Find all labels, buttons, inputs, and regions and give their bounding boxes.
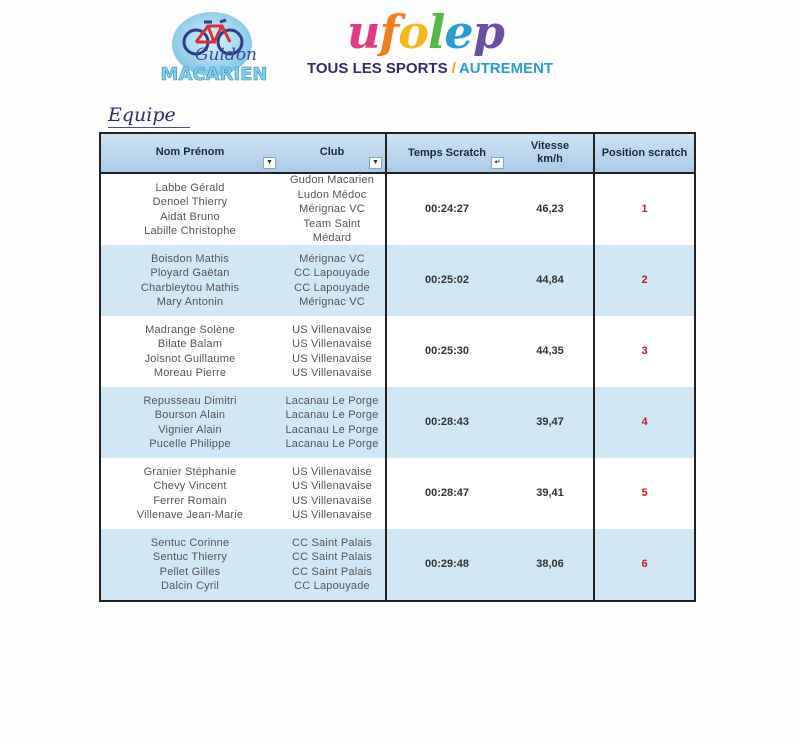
team-members: [101, 316, 279, 387]
tagline-slash-icon: /: [447, 60, 456, 77]
filter-dropdown-icon[interactable]: ▼: [369, 157, 382, 169]
ufolep-tagline: [307, 60, 553, 77]
member-name: Labbe Gérald: [155, 181, 225, 194]
club-name: CC Lapouyade: [294, 580, 370, 592]
club-name: CC Lapouyade: [294, 281, 370, 294]
table-body: [101, 174, 694, 600]
vitesse: 44,84: [536, 274, 564, 287]
team-members: [101, 529, 279, 600]
team-members: [101, 387, 279, 458]
table-row: [101, 174, 694, 245]
position-scratch: 5: [593, 458, 694, 529]
club-name: US Villenavaise: [292, 509, 372, 521]
club-name: CC Saint Palais: [291, 565, 373, 578]
club-name: US Villenavaise: [292, 367, 372, 379]
club-name: Lacanau Le Porge: [285, 394, 379, 407]
vitesse: 39,47: [536, 416, 564, 429]
vitesse: 39,41: [536, 487, 564, 500]
filter-sort-icon[interactable]: ↵: [491, 157, 504, 169]
table-row: [101, 245, 694, 316]
svg-text:MACARIEN: MACARIEN: [160, 64, 268, 85]
member-clubs: [279, 316, 385, 387]
temps-scratch: 00:25:02: [385, 245, 507, 316]
temps-scratch: 00:24:27: [385, 174, 507, 245]
member-name: Labille Christophe: [144, 225, 236, 237]
table-header: [101, 134, 694, 174]
member-name: Denoel Thierry: [152, 196, 228, 208]
member-name: Vignier Alain: [158, 423, 222, 436]
member-name: Joisnot Guillaume: [144, 352, 236, 365]
club-name: Lacanau Le Porge: [285, 438, 379, 450]
club-name: US Villenavaise: [292, 465, 372, 478]
club-name: Gudon Macarien: [289, 174, 375, 187]
club-name: Lacanau Le Porge: [285, 409, 379, 421]
position-scratch: 6: [593, 529, 694, 600]
vitesse: 44,35: [536, 345, 564, 358]
temps-scratch: 00:25:30: [385, 316, 507, 387]
position-scratch: 4: [593, 387, 694, 458]
club-name: Lacanau Le Porge: [285, 423, 379, 436]
table-row: [101, 529, 694, 600]
member-name: Dalcin Cyril: [160, 580, 220, 592]
club-name: CC Lapouyade: [294, 267, 370, 279]
header-club[interactable]: Club ▼: [279, 134, 385, 172]
member-name: Ployard Gaëtan: [150, 267, 230, 279]
member-name: Pellet Gilles: [159, 565, 221, 578]
member-clubs: [279, 387, 385, 458]
member-name: Repusseau Dimitri: [143, 394, 237, 407]
member-name: Pucelle Philippe: [149, 438, 231, 450]
header-position-scratch[interactable]: Position scratch: [593, 134, 694, 172]
club-name: US Villenavaise: [292, 352, 372, 365]
table-row: [101, 316, 694, 387]
club-name: Mérignac VC: [299, 296, 365, 308]
club-name: Médard: [312, 232, 352, 245]
member-name: Ferrer Romain: [153, 494, 227, 507]
club-name: US Villenavaise: [292, 494, 372, 507]
member-clubs: [279, 458, 385, 529]
member-name: Aidat Bruno: [160, 210, 220, 223]
member-name: Mary Antonin: [156, 296, 224, 308]
member-name: Chevy Vincent: [153, 480, 227, 492]
member-clubs: [279, 529, 385, 600]
position-scratch: 2: [593, 245, 694, 316]
ufolep-logo: [345, 4, 545, 56]
club-name: CC Saint Palais: [291, 536, 373, 549]
temps-scratch: 00:29:48: [385, 529, 507, 600]
member-clubs: [279, 245, 385, 316]
vitesse: 38,06: [536, 558, 564, 571]
tagline-part2: AUTREMENT: [458, 60, 554, 77]
club-name: CC Saint Palais: [291, 551, 373, 563]
filter-dropdown-icon[interactable]: ▼: [263, 157, 276, 169]
temps-scratch: 00:28:43: [385, 387, 507, 458]
header-vitesse[interactable]: Vitesse km/h: [530, 140, 570, 165]
club-name: US Villenavaise: [292, 338, 372, 350]
position-scratch: 1: [593, 174, 694, 245]
team-members: [101, 245, 279, 316]
team-members: [101, 174, 279, 245]
club-name: Team Saint: [303, 217, 361, 230]
club-name: US Villenavaise: [292, 480, 372, 492]
header-temps-scratch[interactable]: Temps Scratch ↵: [385, 134, 507, 172]
table-row: [101, 387, 694, 458]
guidon-macarien-logo: [160, 8, 280, 86]
club-name: Ludon Médoc: [297, 188, 367, 201]
section-title: Equipe: [108, 104, 190, 128]
member-name: Sentuc Thierry: [152, 551, 228, 563]
member-name: Granier Stéphanie: [143, 465, 237, 478]
results-table: [99, 132, 696, 602]
member-name: Bilate Balam: [157, 338, 223, 350]
club-name: US Villenavaise: [292, 323, 372, 336]
team-members: [101, 458, 279, 529]
svg-text:ufolep: ufolep: [347, 5, 504, 56]
member-name: Charbleytou Mathis: [140, 281, 240, 294]
member-name: Madrange Solène: [145, 323, 235, 336]
club-name: Mérignac VC: [299, 252, 365, 265]
member-name: Boisdon Mathis: [150, 252, 229, 265]
member-name: Villenave Jean-Marie: [136, 509, 244, 521]
member-clubs: [279, 174, 385, 245]
vitesse: 46,23: [536, 203, 564, 216]
tagline-part1: TOUS LES SPORTS: [307, 60, 448, 77]
position-scratch: 3: [593, 316, 694, 387]
table-row: [101, 458, 694, 529]
header-nom-prenom[interactable]: Nom Prénom ▼: [101, 134, 279, 172]
temps-scratch: 00:28:47: [385, 458, 507, 529]
member-name: Sentuc Corinne: [150, 536, 230, 549]
club-name: Mérignac VC: [299, 203, 365, 216]
svg-text:Guidon: Guidon: [194, 45, 258, 65]
member-name: Bourson Alain: [154, 409, 226, 421]
member-name: Moreau Pierre: [153, 367, 227, 379]
